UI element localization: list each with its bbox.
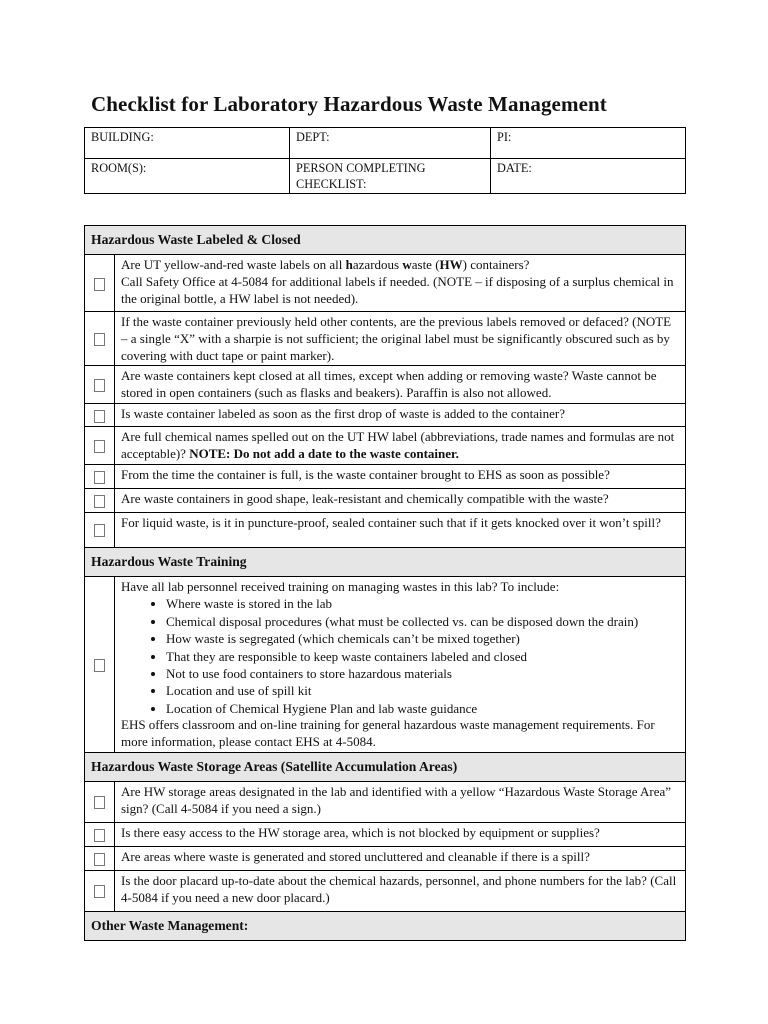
checkbox-icon[interactable]	[94, 885, 105, 898]
list-item: • How waste is segregated (which chemicals can’t be mixed together)	[166, 630, 679, 647]
question-text: Is there easy access to the HW storage area, which is not blocked by equipment or supplies?	[115, 822, 686, 846]
pi-field[interactable]: PI:	[491, 128, 686, 159]
question-text: Are waste containers in good shape, leak-resistant and chemically compatible with the waste?	[115, 488, 686, 512]
checkbox-cell[interactable]	[85, 366, 115, 404]
checklist-row	[85, 426, 686, 464]
person-completing-label-1: PERSON COMPLETING	[296, 161, 426, 175]
checklist-row	[85, 488, 686, 512]
checkbox-cell[interactable]	[85, 488, 115, 512]
checkbox-cell[interactable]	[85, 870, 115, 911]
section-heading-labeled-closed: Hazardous Waste Labeled & Closed	[85, 226, 686, 255]
list-item: • Where waste is stored in the lab	[166, 595, 679, 612]
question-text: If the waste container previously held other contents, are the previous labels removed or defaced? (NOTE – a single “X” with a sharpie is not sufficient; the original label must be significantly obscured such as by covering with duct tape or paint marker).	[115, 312, 686, 366]
list-item: • Chemical disposal procedures (what must be collected vs. can be disposed down the drain)	[166, 613, 679, 630]
building-field[interactable]: BUILDING:	[85, 128, 290, 159]
checkbox-icon[interactable]	[94, 796, 105, 809]
question-text: From the time the container is full, is the waste container brought to EHS as soon as possible?	[115, 464, 686, 488]
checklist-row	[85, 255, 686, 312]
question-text: Is the door placard up-to-date about the chemical hazards, personnel, and phone numbers for the lab? (Call 4-5084 if you need a new door placard.)	[115, 870, 686, 911]
rooms-field[interactable]: ROOM(S):	[85, 159, 290, 194]
checklist-row	[85, 846, 686, 870]
date-field[interactable]: DATE:	[491, 159, 686, 194]
checklist-row	[85, 781, 686, 822]
checkbox-icon[interactable]	[94, 440, 105, 453]
dept-field[interactable]: DEPT:	[290, 128, 491, 159]
header-info-table	[84, 127, 686, 194]
list-item: • Location of Chemical Hygiene Plan and lab waste guidance	[166, 700, 679, 717]
checklist-row	[85, 822, 686, 846]
section-heading-other-waste: Other Waste Management:	[85, 911, 686, 940]
checklist-row	[85, 576, 686, 752]
list-item: • That they are responsible to keep waste containers labeled and closed	[166, 648, 679, 665]
checkbox-icon[interactable]	[94, 333, 105, 346]
checkbox-icon[interactable]	[94, 410, 105, 423]
checklist-row	[85, 512, 686, 547]
checkbox-cell[interactable]	[85, 312, 115, 366]
checkbox-icon[interactable]	[94, 379, 105, 392]
training-bullet-list	[121, 595, 679, 717]
page-title: Checklist for Laboratory Hazardous Waste Management	[91, 92, 607, 116]
checkbox-icon[interactable]	[94, 471, 105, 484]
checkbox-cell[interactable]	[85, 464, 115, 488]
checklist-row	[85, 870, 686, 911]
checkbox-icon[interactable]	[94, 524, 105, 537]
checkbox-cell[interactable]	[85, 255, 115, 312]
question-text: For liquid waste, is it in puncture-proof, sealed container such that if it gets knocked over it won’t spill?	[115, 512, 686, 547]
question-text: Is waste container labeled as soon as the first drop of waste is added to the container?	[115, 403, 686, 426]
checkbox-cell[interactable]	[85, 822, 115, 846]
question-text: Are full chemical names spelled out on the UT HW label (abbreviations, trade names and formulas are not acceptable)? NOTE: Do not add a date to the waste container.	[115, 426, 686, 464]
question-text: Are HW storage areas designated in the lab and identified with a yellow “Hazardous Waste Storage Area” sign? (Call 4-5084 if you need a sign.)	[115, 781, 686, 822]
person-completing-label-2: CHECKLIST:	[296, 177, 367, 191]
checklist-row	[85, 312, 686, 366]
question-text	[115, 576, 686, 752]
list-item: • Not to use food containers to store hazardous materials	[166, 665, 679, 682]
checkbox-cell[interactable]	[85, 512, 115, 547]
checklist-row	[85, 464, 686, 488]
checkbox-cell[interactable]	[85, 576, 115, 752]
training-intro: Have all lab personnel received training on managing wastes in this lab? To include:	[121, 578, 560, 594]
checkbox-icon[interactable]	[94, 495, 105, 508]
checklist-row	[85, 366, 686, 404]
question-text: Are waste containers kept closed at all times, except when adding or removing waste? Waste cannot be stored in open containers (such as flasks and beakers). Paraffin is also not allowed.	[115, 366, 686, 404]
checkbox-icon[interactable]	[94, 659, 105, 672]
question-text: Are UT yellow-and-red waste labels on all hazardous waste (HW) containers? Call Safety Office at 4-5084 for additional labels if needed. (NOTE – if disposing of a surplus chemical in the original bottle, a HW label is not needed).	[115, 255, 686, 312]
person-completing-field[interactable]	[290, 159, 491, 194]
checkbox-cell[interactable]	[85, 426, 115, 464]
checklist-row	[85, 403, 686, 426]
checkbox-icon[interactable]	[94, 278, 105, 291]
section-heading-storage-areas: Hazardous Waste Storage Areas (Satellite Accumulation Areas)	[85, 752, 686, 781]
question-text: Are areas where waste is generated and stored uncluttered and cleanable if there is a spill?	[115, 846, 686, 870]
list-item: • Location and use of spill kit	[166, 682, 679, 699]
checkbox-cell[interactable]	[85, 403, 115, 426]
checkbox-cell[interactable]	[85, 846, 115, 870]
training-outro: EHS offers classroom and on-line training for general hazardous waste management requirements. For more information, please contact EHS at 4-5084.	[121, 717, 655, 750]
section-heading-training: Hazardous Waste Training	[85, 547, 686, 576]
checkbox-icon[interactable]	[94, 853, 105, 866]
checklist-table	[84, 225, 686, 941]
checkbox-cell[interactable]	[85, 781, 115, 822]
checkbox-icon[interactable]	[94, 829, 105, 842]
